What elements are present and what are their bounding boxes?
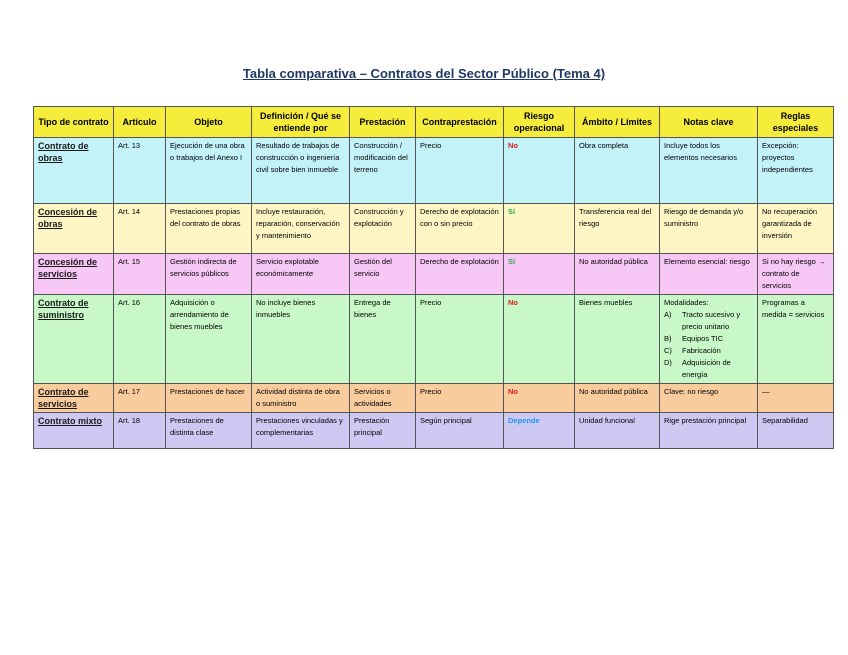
cell-objeto: Prestaciones de hacer [166,384,252,413]
cell-riesgo: Sí [504,204,575,254]
cell-tipo: Contrato de obras [34,138,114,204]
cell-ambito: Bienes muebles [575,295,660,384]
cell-tipo: Contrato mixto [34,413,114,449]
cell-notas [660,295,758,384]
header-definicion: Definición / Qué se entiende por [252,107,350,138]
cell-objeto: Prestaciones de distinta clase [166,413,252,449]
header-articulo: Artículo [114,107,166,138]
list-marker: C) [664,346,672,355]
cell-definicion: Incluye restauración, reparación, conservación y mantenimiento [252,204,350,254]
cell-definicion: No incluye bienes inmuebles [252,295,350,384]
cell-articulo: Art. 15 [114,254,166,295]
cell-prestacion: Construcción / modificación del terreno [350,138,416,204]
list-text: Tracto sucesivo y precio unitario [682,310,741,331]
header-prestacion: Prestación [350,107,416,138]
cell-ambito: Unidad funcional [575,413,660,449]
cell-tipo: Concesión de obras [34,204,114,254]
cell-riesgo: Sí [504,254,575,295]
cell-prestacion: Gestión del servicio [350,254,416,295]
cell-riesgo: Depende [504,413,575,449]
cell-definicion: Prestaciones vinculadas y complementarias [252,413,350,449]
cell-notas: Rige prestación principal [660,413,758,449]
cell-reglas: — [758,384,834,413]
cell-contraprestacion: Precio [416,138,504,204]
cell-prestacion: Servicios o actividades [350,384,416,413]
cell-ambito: No autoridad pública [575,254,660,295]
cell-articulo: Art. 14 [114,204,166,254]
cell-ambito: No autoridad pública [575,384,660,413]
notas-title: Modalidades: [664,298,709,307]
header-row [34,107,834,138]
cell-riesgo: No [504,295,575,384]
cell-ambito: Transferencia real del riesgo [575,204,660,254]
cell-definicion: Actividad distinta de obra o suministro [252,384,350,413]
cell-ambito: Obra completa [575,138,660,204]
cell-articulo: Art. 17 [114,384,166,413]
cell-contraprestacion: Precio [416,295,504,384]
cell-tipo: Contrato de servicios [34,384,114,413]
cell-definicion: Servicio explotable económicamente [252,254,350,295]
cell-contraprestacion: Derecho de explotación [416,254,504,295]
table-row [34,384,834,413]
cell-tipo: Contrato de suministro [34,295,114,384]
modalidades-list [664,309,753,381]
cell-objeto: Gestión indirecta de servicios públicos [166,254,252,295]
cell-objeto: Prestaciones propias del contrato de obras [166,204,252,254]
cell-contraprestacion: Precio [416,384,504,413]
cell-notas: Riesgo de demanda y/o suministro [660,204,758,254]
cell-reglas: Separabilidad [758,413,834,449]
cell-articulo: Art. 13 [114,138,166,204]
header-reglas: Reglas especiales [758,107,834,138]
cell-reglas: Excepción: proyectos independientes [758,138,834,204]
cell-tipo: Concesión de servicios [34,254,114,295]
cell-prestacion: Prestación principal [350,413,416,449]
table-row [34,413,834,449]
cell-reglas: Programas a medida = servicios [758,295,834,384]
list-item [664,345,753,357]
list-item [664,357,753,381]
table-row [34,295,834,384]
cell-notas: Clave: no riesgo [660,384,758,413]
cell-reglas: Si no hay riesgo → contrato de servicios [758,254,834,295]
cell-reglas: No recuperación garantizada de inversión [758,204,834,254]
list-item [664,309,753,333]
cell-objeto: Ejecución de una obra o trabajos del Anexo I [166,138,252,204]
cell-articulo: Art. 18 [114,413,166,449]
cell-notas: Elemento esencial: riesgo [660,254,758,295]
header-riesgo: Riesgo operacional [504,107,575,138]
list-text: Fabricación [682,346,721,355]
cell-notas: Incluye todos los elementos necesarios [660,138,758,204]
cell-articulo: Art. 16 [114,295,166,384]
cell-prestacion: Construcción y explotación [350,204,416,254]
header-objeto: Objeto [166,107,252,138]
list-item [664,333,753,345]
header-tipo: Tipo de contrato [34,107,114,138]
list-marker: D) [664,358,672,367]
cell-definicion: Resultado de trabajos de construcción o ingeniería civil sobre bien inmueble [252,138,350,204]
cell-contraprestacion: Derecho de explotación con o sin precio [416,204,504,254]
cell-riesgo: No [504,384,575,413]
cell-prestacion: Entrega de bienes [350,295,416,384]
list-marker: B) [664,334,672,343]
list-marker: A) [664,310,672,319]
document-title: Tabla comparativa – Contratos del Sector Público (Tema 4) [242,66,606,81]
list-text: Equipos TIC [682,334,724,343]
table-row [34,138,834,204]
header-ambito: Ámbito / Límites [575,107,660,138]
table-row [34,254,834,295]
cell-contraprestacion: Según principal [416,413,504,449]
header-contraprestacion: Contraprestación [416,107,504,138]
table-row [34,204,834,254]
comparison-table [33,106,834,449]
header-notas: Notas clave [660,107,758,138]
cell-objeto: Adquisición o arrendamiento de bienes muebles [166,295,252,384]
cell-riesgo: No [504,138,575,204]
list-text: Adquisición de energía [682,358,731,379]
